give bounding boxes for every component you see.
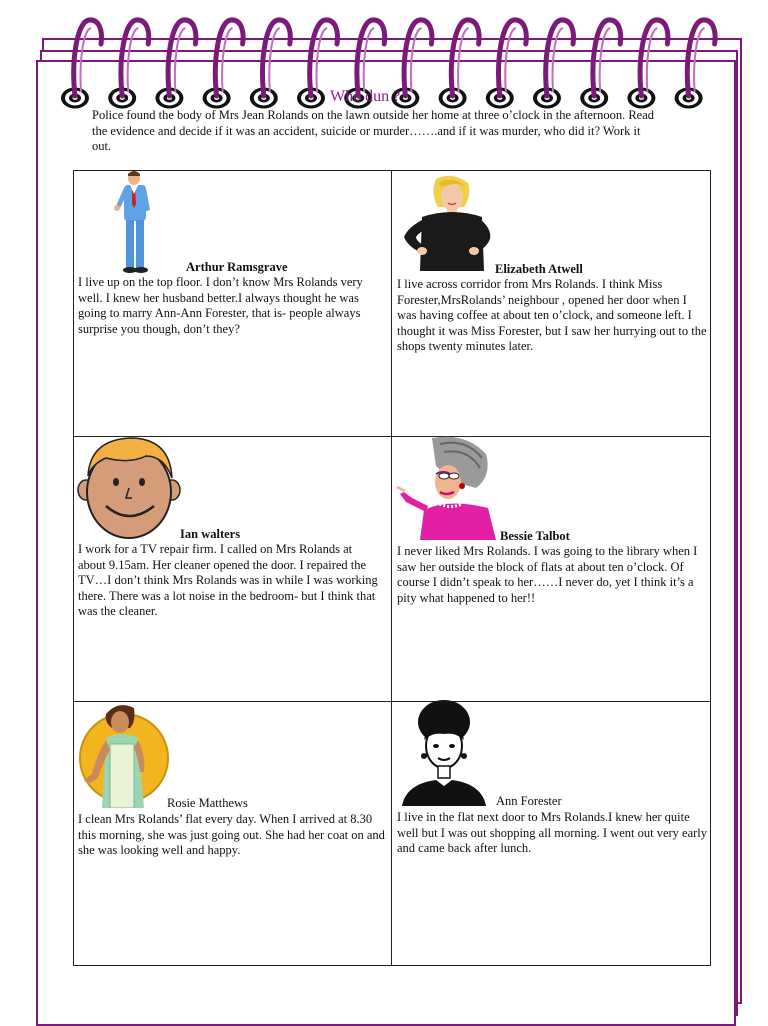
intro-paragraph: Police found the body of Mrs Jean Rolands on the lawn outside her home at three o’clock in the afternoon. Read the evidence and decide if it was an accident, suicide or murder…….and if it was murder, who did it? Work it out. <box>92 108 655 153</box>
spiral-ring <box>486 20 527 109</box>
spiral-ring <box>439 20 480 109</box>
suspect-name: Arthur Ramsgrave <box>186 260 288 274</box>
dark-haired-woman-icon <box>396 700 490 806</box>
man-in-blue-suit-icon <box>108 170 156 274</box>
spiral-ring <box>250 20 291 109</box>
spiral-ring <box>675 20 716 109</box>
suspect-name: Ian walters <box>180 527 241 541</box>
suspect-statement: I live in the flat next door to Mrs Rolands.I knew her quite well but I was out shopping all morning. I went out very early and came back after lunch. <box>397 810 708 855</box>
spiral-ring <box>203 20 244 109</box>
suspect-name: Ann Forester <box>496 794 562 808</box>
old-lady-pointing-icon <box>396 436 500 540</box>
blonde-woman-icon <box>398 173 494 271</box>
suspect-name: Elizabeth Atwell <box>495 262 583 276</box>
suspect-name: Bessie Talbot <box>500 529 570 543</box>
suspect-statement: I live up on the top floor. I don’t know Mrs Rolands very well. I knew her husband better.I always thought he was going to marry Ann-Ann Forester, that is- people always surprise you though, don’t they? <box>78 275 363 336</box>
grid-divider-vertical <box>391 170 392 966</box>
smiling-boy-face-icon <box>76 434 182 540</box>
page-title: Who dun ? <box>330 88 401 105</box>
suspect-name: Rosie Matthews <box>167 796 248 810</box>
suspect-statement: I never liked Mrs Rolands. I was going to the library when I saw her outside the block of flats at about ten o’clock. Of course I didn’t speak to her……I never do, yet I think it’s a pity what happened to her!! <box>397 544 698 605</box>
spiral-ring <box>533 20 574 109</box>
spiral-ring <box>108 20 149 109</box>
suspect-statement: I work for a TV repair firm. I called on Mrs Rolands at about 9.15am. Her cleaner opened the door. I repaired the TV…I don’t think Mrs Rolands was in while I was working there. There was a lot noise in the bedroom- but I think that was the cleaner. <box>78 542 378 618</box>
spiral-ring <box>580 20 621 109</box>
suspect-statement: I live across corridor from Mrs Rolands. I think Miss Forester,MrsRolands’ neighbour , opened her door when I was having coffee at about ten o’clock, and someone left. I thought it was Miss Forester, but I saw her hurrying out to the shops twenty minutes later. <box>397 277 707 353</box>
spiral-ring <box>61 20 102 109</box>
spiral-ring <box>627 20 668 109</box>
spiral-ring <box>155 20 196 109</box>
cleaner-woman-icon <box>78 700 170 808</box>
suspect-statement: I clean Mrs Rolands’ flat every day. When I arrived at 8.30 this morning, she was just going out. She had her coat on and she was looking well and happy. <box>78 812 385 857</box>
